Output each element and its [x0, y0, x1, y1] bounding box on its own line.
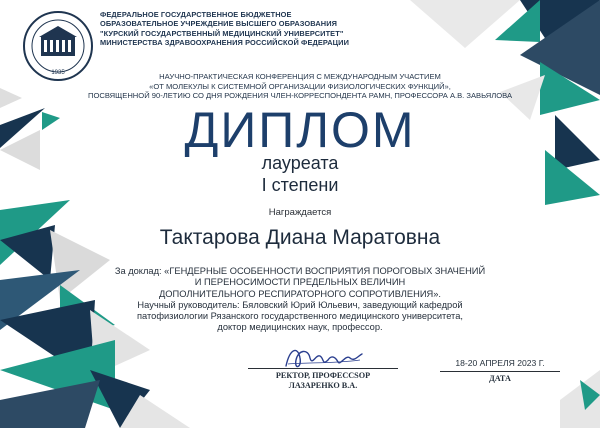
date-block: [440, 358, 560, 384]
signatory-name: ЛАЗАРЕНКО В.А.: [288, 381, 358, 390]
org-line: "КУРСКИЙ ГОСУДАРСТВЕННЫЙ МЕДИЦИНСКИЙ УНИВЕРСИТЕТ": [100, 28, 344, 38]
date-label: ДАТА: [489, 374, 511, 383]
org-line: ОБРАЗОВАТЕЛЬНОЕ УЧРЕЖДЕНИЕ ВЫСШЕГО ОБРАЗОВАНИЯ: [100, 19, 338, 29]
diploma-title: ДИПЛОМ: [184, 102, 416, 158]
diploma-subtitle-degree: I степени: [261, 175, 339, 195]
diploma-subtitle-laureate: лауреата: [261, 153, 339, 173]
signatory-title: РЕКТОР, ПРОФЕССSОР: [275, 371, 371, 380]
signature-block: [248, 340, 398, 391]
report-line: ДОПОЛНИТЕЛЬНОГО РЕСПИРАТОРНОГО СОПРОТИВЛЕНИЯ».: [159, 288, 441, 299]
date-value: 18-20 АПРЕЛЯ 2023 Г.: [455, 358, 545, 368]
awarded-label: Награждается: [268, 207, 332, 218]
conference-line: ПОСВЯЩЕННОЙ 90-ЛЕТИЮ СО ДНЯ РОЖДЕНИЯ ЧЛЕН-КОРРЕСПОНДЕНТА РАМН, ПРОФЕССОРА А.В. ЗАВЬЯЛОВА: [87, 91, 513, 101]
signature-line: [248, 368, 398, 369]
report-description: [95, 266, 505, 334]
report-line: Научный руководитель: Бяловский Юрий Юльевич, заведующий кафедрой: [137, 299, 463, 310]
report-line: За доклад: «ГЕНДЕРНЫЕ ОСОБЕННОСТИ ВОСПРИЯТИЯ ПОРОГОВЫХ ЗНАЧЕНИЙ: [114, 266, 486, 276]
report-line: доктор медицинских наук, профессор.: [217, 322, 383, 333]
organization-header: [100, 10, 360, 48]
date-line: [440, 371, 560, 372]
report-line: И ПЕРЕНОСИМОСТИ ПРЕДЕЛЬНЫХ ВЕЛИЧИН: [194, 277, 406, 288]
conference-line: НАУЧНО-ПРАКТИЧЕСКАЯ КОНФЕРЕНЦИЯ С МЕЖДУНАРОДНЫМ УЧАСТИЕМ: [159, 72, 441, 81]
conference-line: «ОТ МОЛЕКУЛЫ К СИСТЕМНОЙ ОРГАНИЗАЦИИ ФИЗИОЛОГИЧЕСКИХ ФУНКЦИЙ»,: [149, 81, 451, 91]
report-line: патофизиологии Рязанского государственного медицинского университета,: [137, 311, 463, 322]
org-line: МИНИСТЕРСТВА ЗДРАВООХРАНЕНИЯ РОССИЙСКОЙ ФЕДЕРАЦИИ: [100, 38, 350, 48]
logo-year: 1935: [51, 70, 65, 76]
org-line: ФЕДЕРАЛЬНОЕ ГОСУДАРСТВЕННОЕ БЮДЖЕТНОЕ: [100, 10, 292, 19]
recipient-name: Тактарова Диана Маратовна: [159, 226, 441, 249]
conference-info: [70, 72, 530, 101]
